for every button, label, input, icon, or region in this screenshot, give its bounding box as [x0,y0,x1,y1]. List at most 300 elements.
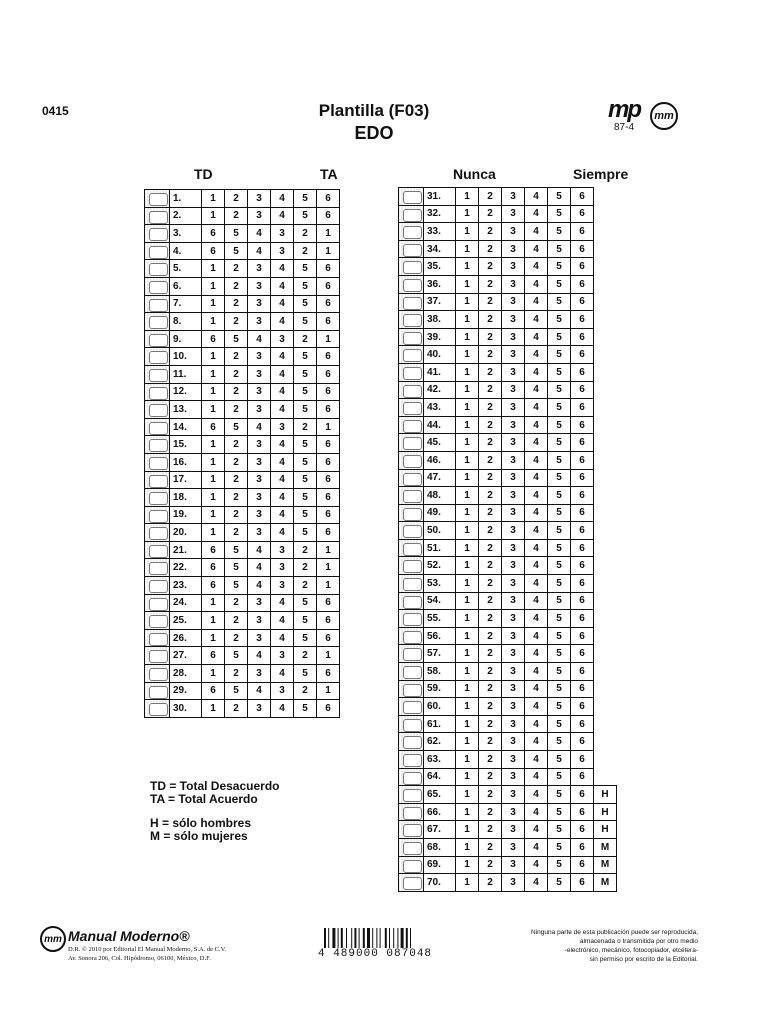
option-value[interactable]: 5 [548,416,571,434]
option-value[interactable]: 3 [502,874,525,892]
option-value[interactable]: 5 [548,522,571,540]
option-value[interactable]: 5 [548,557,571,575]
option-value[interactable]: 3 [248,365,271,383]
option-value[interactable]: 1 [456,663,479,681]
option-value[interactable]: 1 [456,821,479,839]
option-value[interactable]: 2 [479,715,502,733]
score-box[interactable] [399,399,424,417]
score-box[interactable] [399,874,424,892]
option-value[interactable]: 5 [294,260,317,278]
option-value[interactable]: 5 [548,698,571,716]
option-value[interactable]: 2 [225,524,248,542]
option-value[interactable]: 1 [456,381,479,399]
option-value[interactable]: 6 [571,240,594,258]
option-value[interactable]: 5 [294,207,317,225]
option-value[interactable]: 5 [225,242,248,260]
score-box[interactable] [145,330,170,348]
option-value[interactable]: 2 [479,821,502,839]
option-value[interactable]: 6 [571,557,594,575]
option-value[interactable]: 2 [294,647,317,665]
option-value[interactable]: 2 [479,328,502,346]
option-value[interactable]: 3 [502,803,525,821]
option-value[interactable]: 4 [271,401,294,419]
option-value[interactable]: 2 [479,663,502,681]
option-value[interactable]: 6 [571,399,594,417]
score-box[interactable] [145,506,170,524]
option-value[interactable]: 2 [294,330,317,348]
option-value[interactable]: 1 [202,313,225,331]
option-value[interactable]: 3 [271,577,294,595]
option-value[interactable]: 3 [248,295,271,313]
option-value[interactable]: 2 [479,363,502,381]
option-value[interactable]: 2 [479,522,502,540]
option-value[interactable]: 2 [225,665,248,683]
option-value[interactable]: 4 [525,504,548,522]
option-value[interactable]: 5 [294,401,317,419]
option-value[interactable]: 3 [502,363,525,381]
score-box[interactable] [145,647,170,665]
option-value[interactable]: 3 [248,471,271,489]
option-value[interactable]: 6 [571,751,594,769]
option-value[interactable]: 4 [525,557,548,575]
option-value[interactable]: 2 [479,223,502,241]
option-value[interactable]: 3 [502,557,525,575]
score-box[interactable] [399,434,424,452]
option-value[interactable]: 1 [202,665,225,683]
option-value[interactable]: 2 [479,469,502,487]
score-box[interactable] [399,680,424,698]
option-value[interactable]: 1 [202,594,225,612]
score-box[interactable] [399,715,424,733]
score-box[interactable] [399,768,424,786]
option-value[interactable]: 1 [456,786,479,804]
option-value[interactable]: 4 [271,383,294,401]
option-value[interactable]: 5 [548,293,571,311]
score-box[interactable] [145,190,170,208]
option-value[interactable]: 1 [317,330,340,348]
score-box[interactable] [145,471,170,489]
option-value[interactable]: 3 [248,190,271,208]
option-value[interactable]: 6 [571,627,594,645]
option-value[interactable]: 4 [271,612,294,630]
option-value[interactable]: 3 [502,188,525,206]
option-value[interactable]: 3 [502,645,525,663]
option-value[interactable]: 2 [225,700,248,718]
option-value[interactable]: 5 [548,680,571,698]
option-value[interactable]: 1 [202,506,225,524]
option-value[interactable]: 2 [479,381,502,399]
option-value[interactable]: 6 [317,436,340,454]
option-value[interactable]: 6 [317,348,340,366]
option-value[interactable]: 5 [294,295,317,313]
option-value[interactable]: 5 [548,381,571,399]
score-box[interactable] [145,559,170,577]
option-value[interactable]: 2 [479,504,502,522]
option-value[interactable]: 4 [248,559,271,577]
option-value[interactable]: 4 [271,471,294,489]
option-value[interactable]: 6 [571,223,594,241]
option-value[interactable]: 2 [294,225,317,243]
option-value[interactable]: 4 [525,821,548,839]
option-value[interactable]: 4 [525,680,548,698]
option-value[interactable]: 3 [502,293,525,311]
score-box[interactable] [145,577,170,595]
option-value[interactable]: 2 [225,471,248,489]
option-value[interactable]: 6 [571,205,594,223]
option-value[interactable]: 4 [525,240,548,258]
score-box[interactable] [145,295,170,313]
option-value[interactable]: 2 [479,751,502,769]
score-box[interactable] [399,363,424,381]
score-box[interactable] [145,629,170,647]
score-box[interactable] [399,557,424,575]
score-box[interactable] [399,487,424,505]
option-value[interactable]: 3 [502,575,525,593]
option-value[interactable]: 2 [294,242,317,260]
score-box[interactable] [399,311,424,329]
option-value[interactable]: 6 [571,645,594,663]
option-value[interactable]: 6 [571,346,594,364]
score-box[interactable] [399,610,424,628]
option-value[interactable]: 3 [248,489,271,507]
option-value[interactable]: 5 [294,313,317,331]
option-value[interactable]: 3 [502,768,525,786]
option-value[interactable]: 6 [317,471,340,489]
option-value[interactable]: 5 [548,399,571,417]
option-value[interactable]: 1 [456,451,479,469]
score-box[interactable] [399,838,424,856]
option-value[interactable]: 6 [317,594,340,612]
option-value[interactable]: 3 [248,277,271,295]
option-value[interactable]: 6 [571,733,594,751]
option-value[interactable]: 1 [456,680,479,698]
option-value[interactable]: 3 [248,436,271,454]
score-box[interactable] [399,539,424,557]
option-value[interactable]: 2 [225,295,248,313]
score-box[interactable] [145,418,170,436]
option-value[interactable]: 4 [525,205,548,223]
option-value[interactable]: 5 [294,612,317,630]
score-box[interactable] [399,258,424,276]
score-box[interactable] [145,453,170,471]
option-value[interactable]: 1 [202,436,225,454]
option-value[interactable]: 4 [525,733,548,751]
option-value[interactable]: 2 [294,559,317,577]
option-value[interactable]: 1 [317,682,340,700]
option-value[interactable]: 1 [202,700,225,718]
option-value[interactable]: 6 [571,768,594,786]
option-value[interactable]: 3 [502,328,525,346]
option-value[interactable]: 2 [479,575,502,593]
score-box[interactable] [399,592,424,610]
option-value[interactable]: 6 [202,559,225,577]
score-box[interactable] [145,524,170,542]
option-value[interactable]: 4 [248,225,271,243]
score-box[interactable] [145,348,170,366]
option-value[interactable]: 3 [502,434,525,452]
option-value[interactable]: 3 [502,610,525,628]
option-value[interactable]: 1 [317,242,340,260]
option-value[interactable]: 1 [456,856,479,874]
option-value[interactable]: 6 [571,275,594,293]
option-value[interactable]: 3 [502,275,525,293]
option-value[interactable]: 1 [456,733,479,751]
option-value[interactable]: 4 [525,346,548,364]
option-value[interactable]: 2 [479,311,502,329]
option-value[interactable]: 5 [548,751,571,769]
option-value[interactable]: 3 [502,311,525,329]
option-value[interactable]: 6 [317,295,340,313]
score-box[interactable] [145,207,170,225]
option-value[interactable]: 2 [225,629,248,647]
option-value[interactable]: 4 [271,207,294,225]
option-value[interactable]: 5 [548,434,571,452]
score-box[interactable] [399,698,424,716]
score-box[interactable] [399,328,424,346]
score-box[interactable] [145,594,170,612]
score-box[interactable] [145,225,170,243]
option-value[interactable]: 2 [479,188,502,206]
option-value[interactable]: 4 [271,700,294,718]
option-value[interactable]: 5 [294,489,317,507]
option-value[interactable]: 1 [456,434,479,452]
option-value[interactable]: 2 [225,436,248,454]
option-value[interactable]: 6 [317,629,340,647]
option-value[interactable]: 4 [271,453,294,471]
option-value[interactable]: 1 [317,577,340,595]
option-value[interactable]: 6 [571,451,594,469]
option-value[interactable]: 6 [317,277,340,295]
option-value[interactable]: 4 [525,381,548,399]
option-value[interactable]: 3 [271,418,294,436]
score-box[interactable] [399,751,424,769]
option-value[interactable]: 5 [548,768,571,786]
option-value[interactable]: 4 [525,803,548,821]
option-value[interactable]: 6 [571,328,594,346]
option-value[interactable]: 5 [294,436,317,454]
option-value[interactable]: 2 [479,838,502,856]
option-value[interactable]: 4 [271,313,294,331]
option-value[interactable]: 1 [456,258,479,276]
option-value[interactable]: 3 [502,381,525,399]
option-value[interactable]: 4 [271,524,294,542]
option-value[interactable]: 4 [525,838,548,856]
option-value[interactable]: 5 [294,277,317,295]
option-value[interactable]: 1 [456,592,479,610]
option-value[interactable]: 1 [456,874,479,892]
option-value[interactable]: 5 [294,629,317,647]
option-value[interactable]: 6 [571,539,594,557]
option-value[interactable]: 3 [502,205,525,223]
option-value[interactable]: 2 [479,592,502,610]
option-value[interactable]: 4 [271,190,294,208]
option-value[interactable]: 3 [502,258,525,276]
option-value[interactable]: 2 [225,190,248,208]
option-value[interactable]: 1 [317,647,340,665]
score-box[interactable] [399,663,424,681]
score-box[interactable] [145,682,170,700]
option-value[interactable]: 2 [479,557,502,575]
option-value[interactable]: 4 [248,577,271,595]
option-value[interactable]: 6 [202,330,225,348]
option-value[interactable]: 3 [271,541,294,559]
option-value[interactable]: 1 [456,311,479,329]
option-value[interactable]: 4 [525,698,548,716]
option-value[interactable]: 2 [225,453,248,471]
option-value[interactable]: 2 [479,803,502,821]
option-value[interactable]: 6 [571,434,594,452]
option-value[interactable]: 4 [271,489,294,507]
option-value[interactable]: 6 [202,242,225,260]
score-box[interactable] [399,469,424,487]
option-value[interactable]: 2 [225,260,248,278]
option-value[interactable]: 4 [525,399,548,417]
option-value[interactable]: 1 [456,275,479,293]
option-value[interactable]: 6 [317,260,340,278]
option-value[interactable]: 4 [271,295,294,313]
option-value[interactable]: 6 [571,856,594,874]
option-value[interactable]: 1 [202,207,225,225]
option-value[interactable]: 6 [317,489,340,507]
score-box[interactable] [145,436,170,454]
option-value[interactable]: 5 [294,453,317,471]
option-value[interactable]: 1 [456,557,479,575]
option-value[interactable]: 5 [548,258,571,276]
option-value[interactable]: 5 [294,594,317,612]
score-box[interactable] [399,733,424,751]
option-value[interactable]: 2 [294,418,317,436]
option-value[interactable]: 4 [525,363,548,381]
option-value[interactable]: 1 [202,190,225,208]
option-value[interactable]: 3 [248,612,271,630]
option-value[interactable]: 3 [248,629,271,647]
option-value[interactable]: 2 [225,506,248,524]
option-value[interactable]: 3 [248,506,271,524]
score-box[interactable] [399,645,424,663]
option-value[interactable]: 2 [225,207,248,225]
option-value[interactable]: 6 [571,803,594,821]
option-value[interactable]: 4 [271,260,294,278]
option-value[interactable]: 6 [202,577,225,595]
option-value[interactable]: 1 [456,645,479,663]
option-value[interactable]: 4 [525,645,548,663]
option-value[interactable]: 3 [248,524,271,542]
option-value[interactable]: 6 [571,838,594,856]
option-value[interactable]: 5 [548,592,571,610]
option-value[interactable]: 1 [456,469,479,487]
option-value[interactable]: 6 [202,541,225,559]
option-value[interactable]: 2 [479,240,502,258]
option-value[interactable]: 5 [225,225,248,243]
option-value[interactable]: 5 [548,469,571,487]
option-value[interactable]: 1 [202,277,225,295]
option-value[interactable]: 1 [456,803,479,821]
option-value[interactable]: 3 [502,539,525,557]
option-value[interactable]: 5 [548,663,571,681]
option-value[interactable]: 6 [571,311,594,329]
option-value[interactable]: 1 [456,293,479,311]
option-value[interactable]: 4 [525,856,548,874]
option-value[interactable]: 4 [248,647,271,665]
option-value[interactable]: 1 [456,223,479,241]
option-value[interactable]: 5 [548,504,571,522]
option-value[interactable]: 6 [202,225,225,243]
option-value[interactable]: 2 [479,275,502,293]
score-box[interactable] [399,821,424,839]
option-value[interactable]: 5 [548,205,571,223]
option-value[interactable]: 6 [571,363,594,381]
option-value[interactable]: 3 [502,487,525,505]
option-value[interactable]: 6 [571,663,594,681]
option-value[interactable]: 2 [479,786,502,804]
option-value[interactable]: 5 [548,715,571,733]
option-value[interactable]: 6 [571,504,594,522]
option-value[interactable]: 5 [225,577,248,595]
option-value[interactable]: 5 [548,487,571,505]
option-value[interactable]: 1 [456,751,479,769]
option-value[interactable]: 3 [502,399,525,417]
option-value[interactable]: 6 [571,592,594,610]
option-value[interactable]: 6 [571,821,594,839]
option-value[interactable]: 2 [479,346,502,364]
option-value[interactable]: 1 [456,768,479,786]
option-value[interactable]: 6 [571,874,594,892]
option-value[interactable]: 2 [225,489,248,507]
option-value[interactable]: 1 [317,541,340,559]
option-value[interactable]: 3 [248,313,271,331]
option-value[interactable]: 6 [317,190,340,208]
score-box[interactable] [399,786,424,804]
option-value[interactable]: 4 [525,874,548,892]
option-value[interactable]: 2 [479,434,502,452]
option-value[interactable]: 6 [317,313,340,331]
score-box[interactable] [145,700,170,718]
option-value[interactable]: 5 [548,539,571,557]
option-value[interactable]: 1 [202,401,225,419]
option-value[interactable]: 1 [202,365,225,383]
option-value[interactable]: 5 [294,383,317,401]
option-value[interactable]: 6 [202,682,225,700]
option-value[interactable]: 4 [271,365,294,383]
option-value[interactable]: 3 [502,838,525,856]
option-value[interactable]: 4 [525,469,548,487]
option-value[interactable]: 3 [502,504,525,522]
option-value[interactable]: 6 [571,610,594,628]
option-value[interactable]: 5 [548,451,571,469]
score-box[interactable] [399,856,424,874]
option-value[interactable]: 6 [571,487,594,505]
option-value[interactable]: 2 [225,277,248,295]
option-value[interactable]: 3 [502,627,525,645]
score-box[interactable] [145,242,170,260]
score-box[interactable] [399,627,424,645]
option-value[interactable]: 2 [479,487,502,505]
option-value[interactable]: 5 [548,803,571,821]
option-value[interactable]: 4 [271,506,294,524]
option-value[interactable]: 4 [525,786,548,804]
option-value[interactable]: 5 [548,610,571,628]
option-value[interactable]: 2 [225,401,248,419]
option-value[interactable]: 1 [456,328,479,346]
option-value[interactable]: 4 [525,575,548,593]
option-value[interactable]: 4 [525,293,548,311]
option-value[interactable]: 3 [502,451,525,469]
score-box[interactable] [399,188,424,206]
option-value[interactable]: 5 [548,188,571,206]
option-value[interactable]: 3 [502,592,525,610]
option-value[interactable]: 4 [525,663,548,681]
option-value[interactable]: 2 [479,680,502,698]
